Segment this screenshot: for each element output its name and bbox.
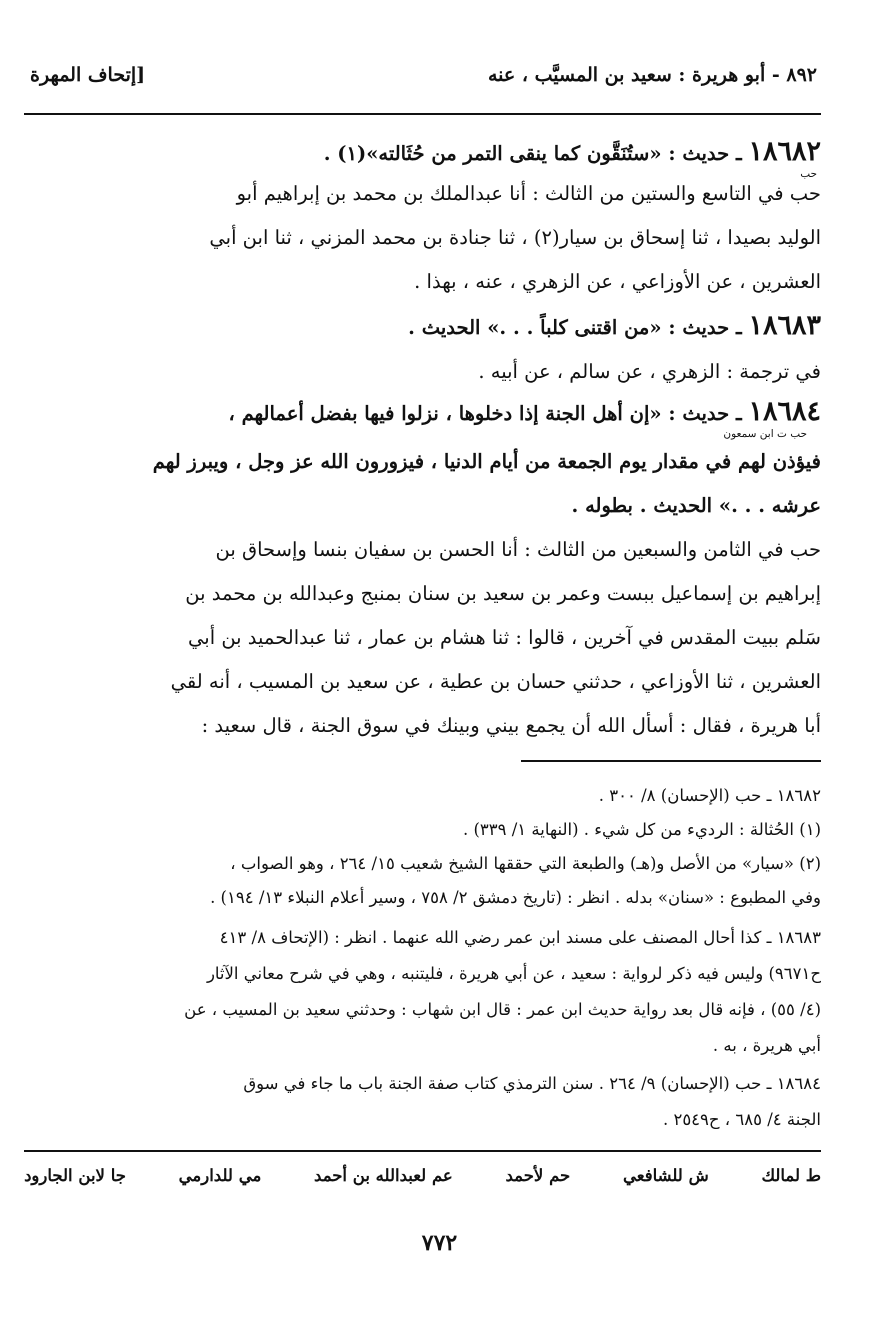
abbreviations-divider — [24, 1150, 821, 1152]
footnote-line: (٤/ ٥٥) ، فإنه قال بعد رواية حديث ابن عمر : قال ابن شهاب : وحدثني سعيد بن المسيب ، عن — [184, 1000, 821, 1019]
running-header-title: ٨٩٢ - أبو هريرة : سعيد بن المسيَّب ، عنه — [488, 64, 817, 86]
entry-bold-line: فيؤذن لهم في مقدار يوم الجمعة من أيام الدنيا ، فيزورون الله عز وجل ، ويبرز لهم — [152, 450, 821, 473]
abbreviation-item: ط لمالك — [761, 1166, 821, 1185]
running-header-book: [إتحاف المهرة — [30, 64, 146, 86]
abbreviation-item: مي للدارمي — [178, 1166, 262, 1185]
source-tag: حب — [800, 168, 817, 180]
entry-text-line: أبا هريرة ، فقال : أسأل الله أن يجمع بيني وبينك في سوق الجنة ، قال سعيد : — [201, 714, 821, 737]
abbreviation-item: جا لابن الجارود — [24, 1166, 126, 1185]
entry-text-line: العشرين ، ثنا الأوزاعي ، حدثني حسان بن عطية ، عن سعيد بن المسيب ، أنه لقي — [170, 670, 821, 693]
entry-text-line: الوليد بصيدا ، ثنا إسحاق بن سيار(٢) ، ثنا جنادة بن محمد المزني ، ثنا ابن أبي — [209, 226, 821, 249]
abbreviation-item: عم لعبدالله بن أحمد — [314, 1166, 453, 1185]
entry-text-line: حب في الثامن والسبعين من الثالث : أنا الحسن بن سفيان بنسا وإسحاق بن — [215, 538, 821, 561]
footnote-line: (٢) «سيار» من الأصل و(هـ) والطبعة التي حققها الشيخ شعيب ١٥/ ٢٦٤ ، وهو الصواب ، — [230, 854, 821, 873]
abbreviation-item: ش للشافعي — [623, 1166, 709, 1185]
entry-heading-18682 — [24, 138, 821, 168]
entry-heading-text: ـ حديث : «من اقتنى كلباً . . .» الحديث . — [408, 316, 749, 339]
abbreviation-item: حم لأحمد — [505, 1166, 571, 1185]
entry-text-line: سَلم ببيت المقدس في آخرين ، قالوا : ثنا هشام بن عمار ، ثنا عبدالحميد بن أبي — [188, 626, 821, 649]
header-divider — [24, 113, 821, 115]
footnote-line: (١) الحُثالة : الرديء من كل شيء . (النهاية ١/ ٣٣٩) . — [462, 820, 821, 839]
footnote-separator — [521, 760, 821, 762]
footnote-line: أبي هريرة ، به . — [712, 1036, 821, 1055]
entry-bold-line: عرشه . . .» الحديث . بطوله . — [571, 494, 821, 517]
footnote-line: ١٨٦٨٤ ـ حب (الإحسان) ٩/ ٢٦٤ . سنن الترمذي كتاب صفة الجنة باب ما جاء في سوق — [243, 1074, 821, 1093]
footnote-line: وفي المطبوع : «سنان» بدله . انظر : (تاريخ دمشق ٢/ ٧٥٨ ، وسير أعلام النبلاء ١٣/ ١٩٤) . — [210, 888, 821, 907]
entry-text-line: العشرين ، عن الأوزاعي ، عن الزهري ، عنه ، بهذا . — [414, 270, 821, 293]
entry-heading-text: ـ حديث : «ستُنَقَّون كما ينقى التمر من حُثَالته»(١) . — [323, 142, 749, 165]
footnote-line: الجنة ٤/ ٦٨٥ ، ح٢٥٤٩ . — [662, 1110, 821, 1129]
footnote-line: ١٨٦٨٢ ـ حب (الإحسان) ٨/ ٣٠٠ . — [598, 786, 821, 805]
entry-text-line: حب في التاسع والستين من الثالث : أنا عبدالملك بن محمد بن إبراهيم أبو — [236, 182, 821, 205]
page-number: ٧٧٢ — [421, 1230, 458, 1256]
entry-number: ١٨٦٨٤ — [748, 398, 821, 427]
source-tag: حب ت ابن سمعون — [723, 428, 807, 440]
entry-heading-18684 — [24, 398, 821, 428]
footnote-line: ١٨٦٨٣ ـ كذا أحال المصنف على مسند ابن عمر رضي الله عنهما . انظر : (الإتحاف ٨/ ٤١٣ — [219, 928, 821, 947]
entry-number: ١٨٦٨٢ — [748, 138, 821, 167]
abbreviation-key — [24, 1166, 821, 1185]
entry-text-line: إبراهيم بن إسماعيل ببست وعمر بن سعيد بن سنان بمنبج وعبدالله بن محمد بن — [185, 582, 821, 605]
entry-text-line: في ترجمة : الزهري ، عن سالم ، عن أبيه . — [478, 360, 821, 383]
entry-heading-text: ـ حديث : «إن أهل الجنة إذا دخلوها ، نزلوا فيها بفضل أعمالهم ، — [228, 402, 749, 425]
entry-heading-18683 — [24, 312, 821, 342]
footnote-line: ح٩٦٧١) وليس فيه ذكر لرواية : سعيد ، عن أبي هريرة ، فليتنبه ، وهي في شرح معاني الآثار — [206, 964, 821, 983]
entry-number: ١٨٦٨٣ — [748, 312, 821, 341]
